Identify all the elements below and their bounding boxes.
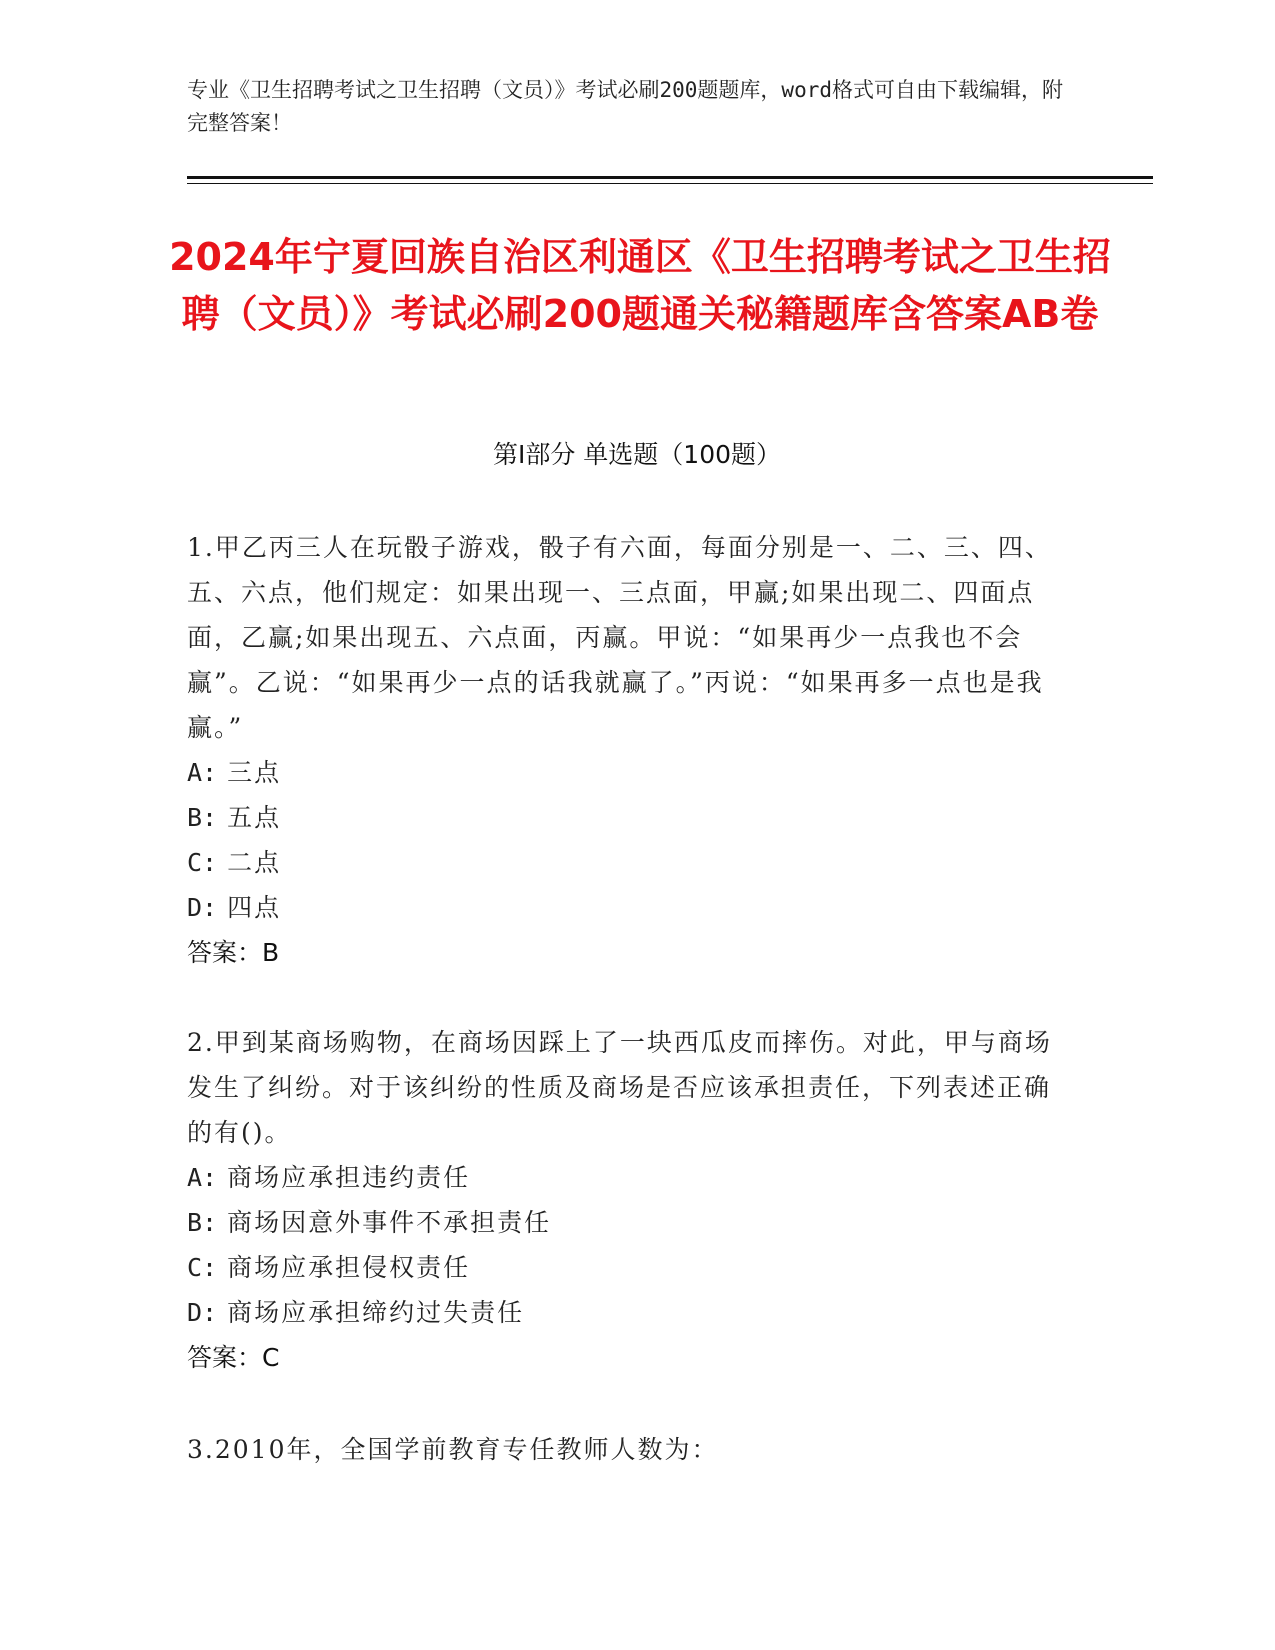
question-3 [187,1427,1067,1472]
question-option-b [187,795,1067,840]
question-answer: 答案：B [187,938,280,967]
option-text: 三点 [227,758,282,787]
question-option-c [187,1245,1067,1290]
header-divider-thick [187,176,1153,179]
option-letter: C: [187,848,218,877]
question-option-c [187,840,1067,885]
question-stem: 1.甲乙丙三人在玩骰子游戏，骰子有六面，每面分别是一、二、三、四、五、六点，他们规定：如果出现一、三点面，甲赢;如果出现二、四面点面，乙赢;如果出现五、六点面，丙赢。甲说：“如果再少一点我也不会赢”。乙说：“如果再少一点的话我就赢了。”丙说：“如果再多一点也是我赢。” [187,533,1052,742]
document-title: 2024年宁夏回族自治区利通区《卫生招聘考试之卫生招聘（文员）》考试必刷200题通关秘籍题库含答案AB卷 [169,235,1111,336]
header-divider-thin [187,183,1153,184]
question-stem: 3.2010年，全国学前教育专任教师人数为： [187,1435,719,1464]
option-text: 二点 [227,848,282,877]
option-text: 商场应承担违约责任 [227,1163,471,1192]
option-text: 五点 [227,803,282,832]
option-letter: C: [187,1253,218,1282]
question-2 [187,1020,1067,1380]
question-stem: 2.甲到某商场购物，在商场因踩上了一块西瓜皮而摔伤。对此，甲与商场发生了纠纷。对于该纠纷的性质及商场是否应该承担责任，下列表述正确的有()。 [187,1028,1052,1147]
question-option-a [187,750,1067,795]
option-letter: B: [187,1208,218,1237]
option-letter: A: [187,758,218,787]
question-option-b [187,1200,1067,1245]
question-option-d [187,885,1067,930]
option-letter: D: [187,893,218,922]
option-text: 商场应承担侵权责任 [227,1253,471,1282]
question-answer: 答案：C [187,1343,280,1372]
option-text: 商场因意外事件不承担责任 [227,1208,552,1237]
option-letter: B: [187,803,218,832]
option-text: 商场应承担缔约过失责任 [227,1298,525,1327]
option-letter: D: [187,1298,218,1327]
question-option-a [187,1155,1067,1200]
question-1 [187,525,1067,975]
section-title: 第Ⅰ部分 单选题（100题） [492,440,782,469]
header-note: 专业《卫生招聘考试之卫生招聘（文员）》考试必刷200题题库，word格式可自由下载编辑，附完整答案！ [187,78,1063,135]
option-text: 四点 [227,893,282,922]
option-letter: A: [187,1163,218,1192]
question-option-d [187,1290,1067,1335]
